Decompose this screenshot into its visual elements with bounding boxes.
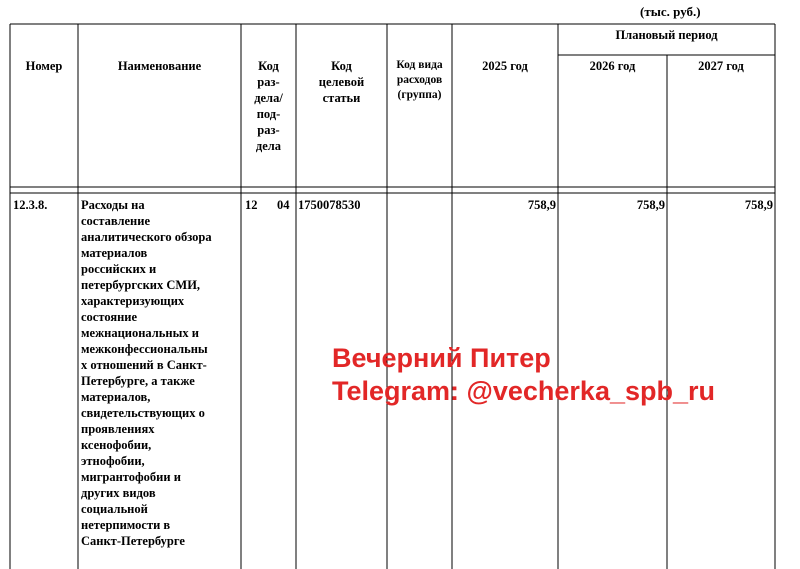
header-year-2027: 2027 год — [698, 59, 744, 73]
row-subsection: 04 — [277, 198, 290, 212]
header-number: Номер — [25, 59, 63, 73]
header-planning-period: Плановый период — [615, 28, 718, 42]
header-year-2025: 2025 год — [482, 59, 528, 73]
header-section-code: Код раз- дела/ под- раз- дела — [254, 59, 283, 153]
row-number: 12.3.8. — [13, 198, 48, 212]
watermark — [332, 342, 715, 408]
row-value-2027: 758,9 — [744, 198, 773, 212]
row-value-2026: 758,9 — [636, 198, 665, 212]
row-target-code: 1750078530 — [298, 198, 361, 212]
watermark-line1: Вечерний Питер — [332, 343, 551, 373]
header-year-2026: 2026 год — [589, 59, 636, 73]
header-name: Наименование — [117, 59, 202, 73]
row-section: 12 — [245, 198, 258, 212]
watermark-line2: Telegram: @vecherka_spb_ru — [332, 376, 715, 406]
units-label: (тыс. руб.) — [640, 4, 701, 19]
row-name: Расходы на составление аналитического обзора материалов российских и петербургских СМИ, характеризующих состояние межнациональных и межконфессиональны х отношений в Санкт- Петербурге, а также материалов, свидетельствующих о проявлениях ксенофобии, этнофобии, мигрантофобии и других видов социальной нетерпимости в Санкт-Петербурге — [81, 198, 212, 548]
row-value-2025: 758,9 — [527, 198, 556, 212]
header-target-code: Код целевой статьи — [318, 59, 365, 105]
header-expense-type-code: Код вида расходов (группа) — [396, 59, 443, 101]
